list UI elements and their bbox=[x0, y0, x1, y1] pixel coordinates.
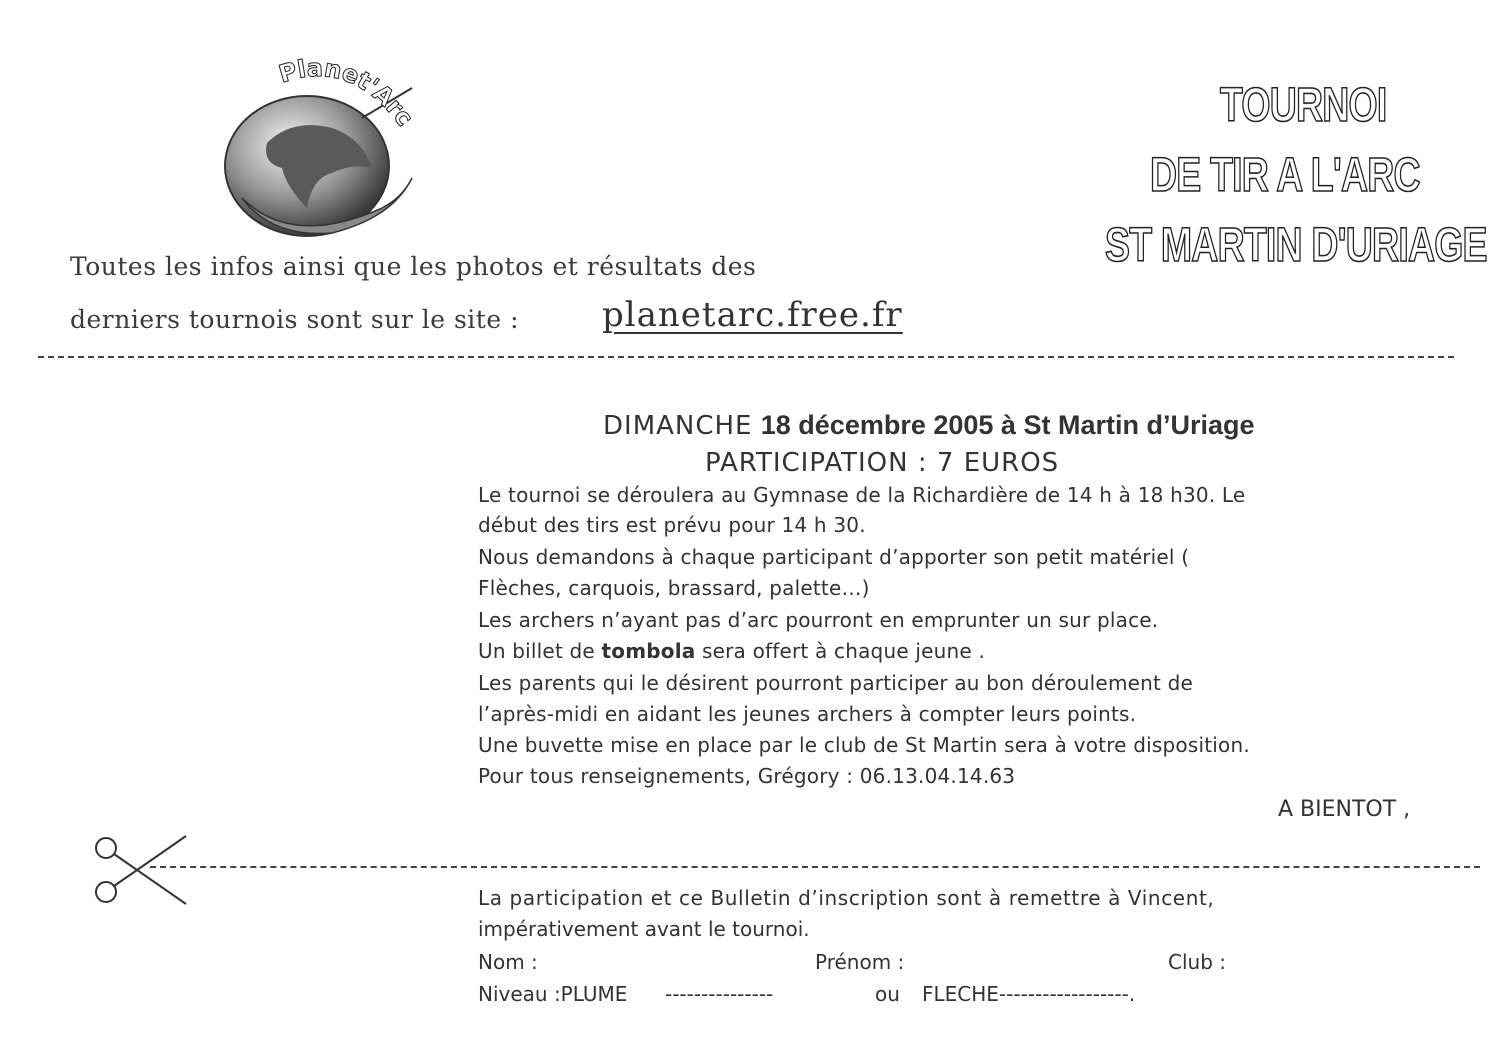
body-line-2: début des tirs est prévu pour 14 h 30. bbox=[478, 513, 866, 537]
body-line-8: l’après-midi en aidant les jeunes archers à compter leurs points. bbox=[478, 702, 1137, 726]
participation-fee: PARTICIPATION : 7 EUROS bbox=[705, 448, 1060, 478]
form-instruction-1: La participation et ce Bulletin d’inscription sont à remettre à Vincent, bbox=[478, 886, 1215, 910]
form-instruction-2: impérativement avant le tournoi. bbox=[478, 917, 810, 941]
dashed-separator bbox=[38, 356, 1454, 358]
svg-text:Planet'Arc: Planet'Arc bbox=[275, 58, 419, 132]
event-date bbox=[603, 410, 1254, 441]
body-line-5: Les archers n’ayant pas d’arc pourront en emprunter un sur place. bbox=[478, 608, 1159, 632]
fleche-option: FLECHE------------------. bbox=[922, 982, 1136, 1006]
body-line-10: Pour tous renseignements, Grégory : 06.13.04.14.63 bbox=[478, 764, 1016, 788]
body-line-7: Les parents qui le désirent pourront participer au bon déroulement de bbox=[478, 671, 1194, 695]
body-line-1: Le tournoi se déroulera au Gymnase de la Richardière de 14 h à 18 h30. Le bbox=[478, 483, 1246, 507]
closing-text: A BIENTOT , bbox=[1278, 797, 1411, 822]
scissors-icon bbox=[90, 832, 190, 908]
planet-arc-logo bbox=[212, 58, 432, 243]
body-line-6-a: Un billet de bbox=[478, 639, 602, 663]
body-line-9: Une buvette mise en place par le club de St Martin sera à votre disposition. bbox=[478, 733, 1250, 757]
prenom-field-label: Prénom : bbox=[815, 950, 905, 974]
event-day: DIMANCHE bbox=[603, 411, 753, 441]
niveau-plume-option: Niveau :PLUME bbox=[478, 982, 628, 1006]
intro-line-1: Toutes les infos ainsi que les photos et résultats des bbox=[70, 252, 757, 281]
title-line-3: ST MARTIN D'URIAGE bbox=[1105, 219, 1487, 272]
body-line-3: Nous demandons à chaque participant d’apporter son petit matériel ( bbox=[478, 545, 1190, 569]
title-line-2: DE TIR A L'ARC bbox=[1150, 149, 1420, 202]
cut-line bbox=[150, 866, 1480, 868]
intro-line-2: derniers tournois sont sur le site : bbox=[70, 305, 520, 334]
site-link[interactable]: planetarc.free.fr bbox=[602, 295, 903, 335]
body-line-6-c: sera offert à chaque jeune . bbox=[695, 639, 986, 663]
title-line-1: TOURNOI bbox=[1220, 79, 1387, 132]
plume-dash: --------------- bbox=[665, 982, 774, 1006]
club-field-label: Club : bbox=[1168, 950, 1226, 974]
nom-field-label: Nom : bbox=[478, 950, 538, 974]
ou-label: ou bbox=[875, 982, 900, 1006]
body-line-4: Flèches, carquois, brassard, palette…) bbox=[478, 576, 870, 600]
tombola-word: tombola bbox=[601, 639, 696, 663]
event-date-place: 18 décembre 2005 à St Martin d’Uriage bbox=[760, 410, 1255, 440]
globe-icon bbox=[212, 58, 432, 243]
body-line-6 bbox=[478, 639, 985, 663]
